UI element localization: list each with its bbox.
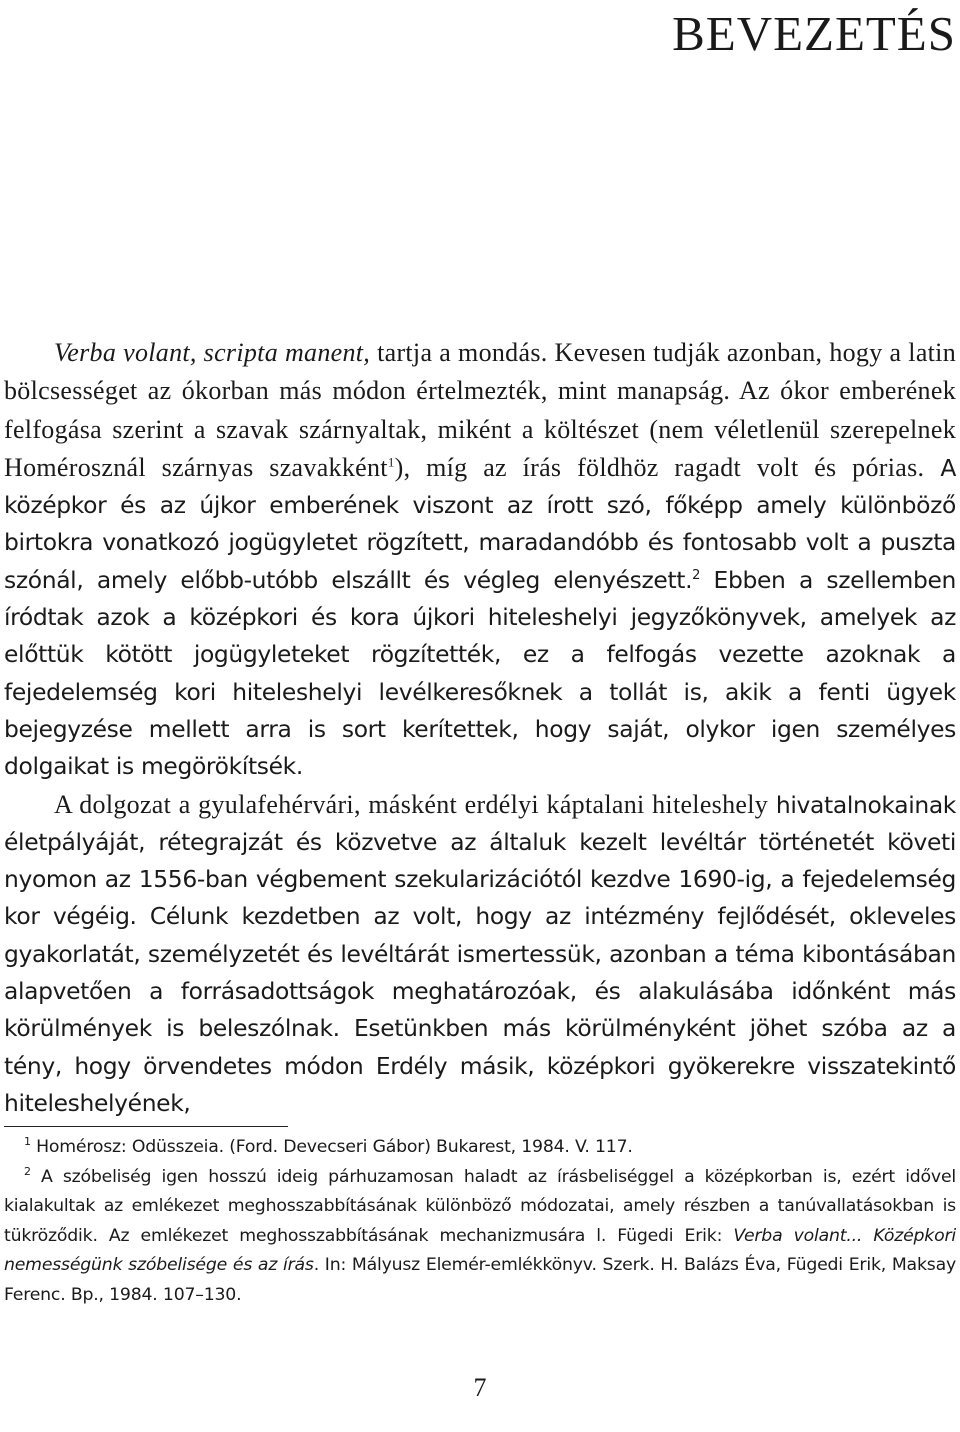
body-text: [4, 334, 956, 1122]
footnote-ref-2[interactable]: 2: [692, 567, 701, 583]
footnote-text: Homérosz: Odüsszeia. (Ford. Devecseri Gábor) Bukarest, 1984. V. 117.: [30, 1137, 633, 1157]
paragraph-aim-serif: A dolgozat a gyulafehérvári, másként erdélyi káptalani hiteleshely: [54, 789, 769, 819]
footnote-text: A szóbeliség igen hosszú ideig párhuzamosan haladt az írásbeliséggel a középkorban is, ezért idővel kialakultak az emlékezet meghosszabbításának különböző módozatai, amely részben a tanúvallatásokban is tükröződik. Az emlékezet meghosszabbításának mechanizmusára l. Fügedi Erik:: [4, 1166, 956, 1246]
footnote-ref-1[interactable]: 1: [387, 454, 395, 470]
footnote-1: [4, 1133, 956, 1163]
paragraph-aim: [4, 786, 956, 1123]
paragraph-aim-text: hivatalnokainak életpályáját, rétegrajzát és közvetve az általuk kezelt levéltár történetét követi nyomon az 1556-ban végbement szekularizációtól kezdve 1690-ig, a fejedelemség kor végéig. Célunk kezdetben az volt, hogy az intézmény fejlődését, okleveles gyakorlatát, személyzetét és levéltárát ismertessük, azonban a téma kibontásában alapvetően a forrásadottságok meghatározóak, és alakulásába időnként más körülmények is beleszólnak. Esetünkben más körülményként jöhet szóba az a tény, hogy örvendetes módon Erdély másik, középkori gyökerekre visszatekintő hiteleshelyének,: [4, 790, 956, 1117]
paragraph-intro-text: A középkor és az újkor emberének viszont az írott szó, főképp amely különböző birtokra vonatkozó jogügyletet rögzített, maradandóbb és fontosabb volt a puszta szónál, amely előbb-utóbb elszállt és végleg elenyészett.: [4, 453, 956, 594]
footnote-divider: [4, 1126, 288, 1127]
chapter-title: BEVEZETÉS: [672, 6, 956, 61]
page-number: 7: [473, 1373, 487, 1402]
footnote-tail: . In: Mályusz Elemér-emlékkönyv. Szerk. H. Balázs Éva, Fügedi Erik, Maksay Ferenc. Bp., 1984. 107–130.: [4, 1255, 956, 1305]
paragraph-intro: [4, 334, 956, 786]
latin-quote: Verba volant, scripta manent,: [54, 338, 371, 367]
paragraph-intro-tail: Ebben a szellemben íródtak azok a középkori és kora újkori hiteleshelyi jegyzőkönyvek, amelyek az előttük kötött jogügyleteket rögzítették, ez a felfogás vezette azoknak a fejedelemség kori hiteleshelyi levélkeresőknek a tollát is, akik a fenti ügyek bejegyzése mellett arra is sort kerítettek, hogy saját, olykor igen személyes dolgaikat is megörökítsék.: [4, 565, 956, 781]
paragraph-intro-serif-tail: ), míg az írás földhöz ragadt volt és pórias.: [394, 452, 925, 482]
footnote-italic-title: Verba volant... Középkori nemességünk szóbelisége és az írás: [4, 1225, 956, 1275]
footnotes: [4, 1133, 956, 1310]
paragraph-intro-serif: tartja a mondás. Kevesen tudják azonban, hogy a latin bölcsességet az ókorban más módon értelmezték, mint manapság. Az ókor emberének felfogása szerint a szavak szárnyaltak, miként a költészet (nem véletlenül szerepelnek Homérosznál szárnyas szavakként: [4, 338, 957, 482]
footnote-number: 2: [24, 1164, 31, 1178]
footnote-number: 1: [24, 1135, 31, 1149]
footnote-2: [4, 1163, 956, 1311]
